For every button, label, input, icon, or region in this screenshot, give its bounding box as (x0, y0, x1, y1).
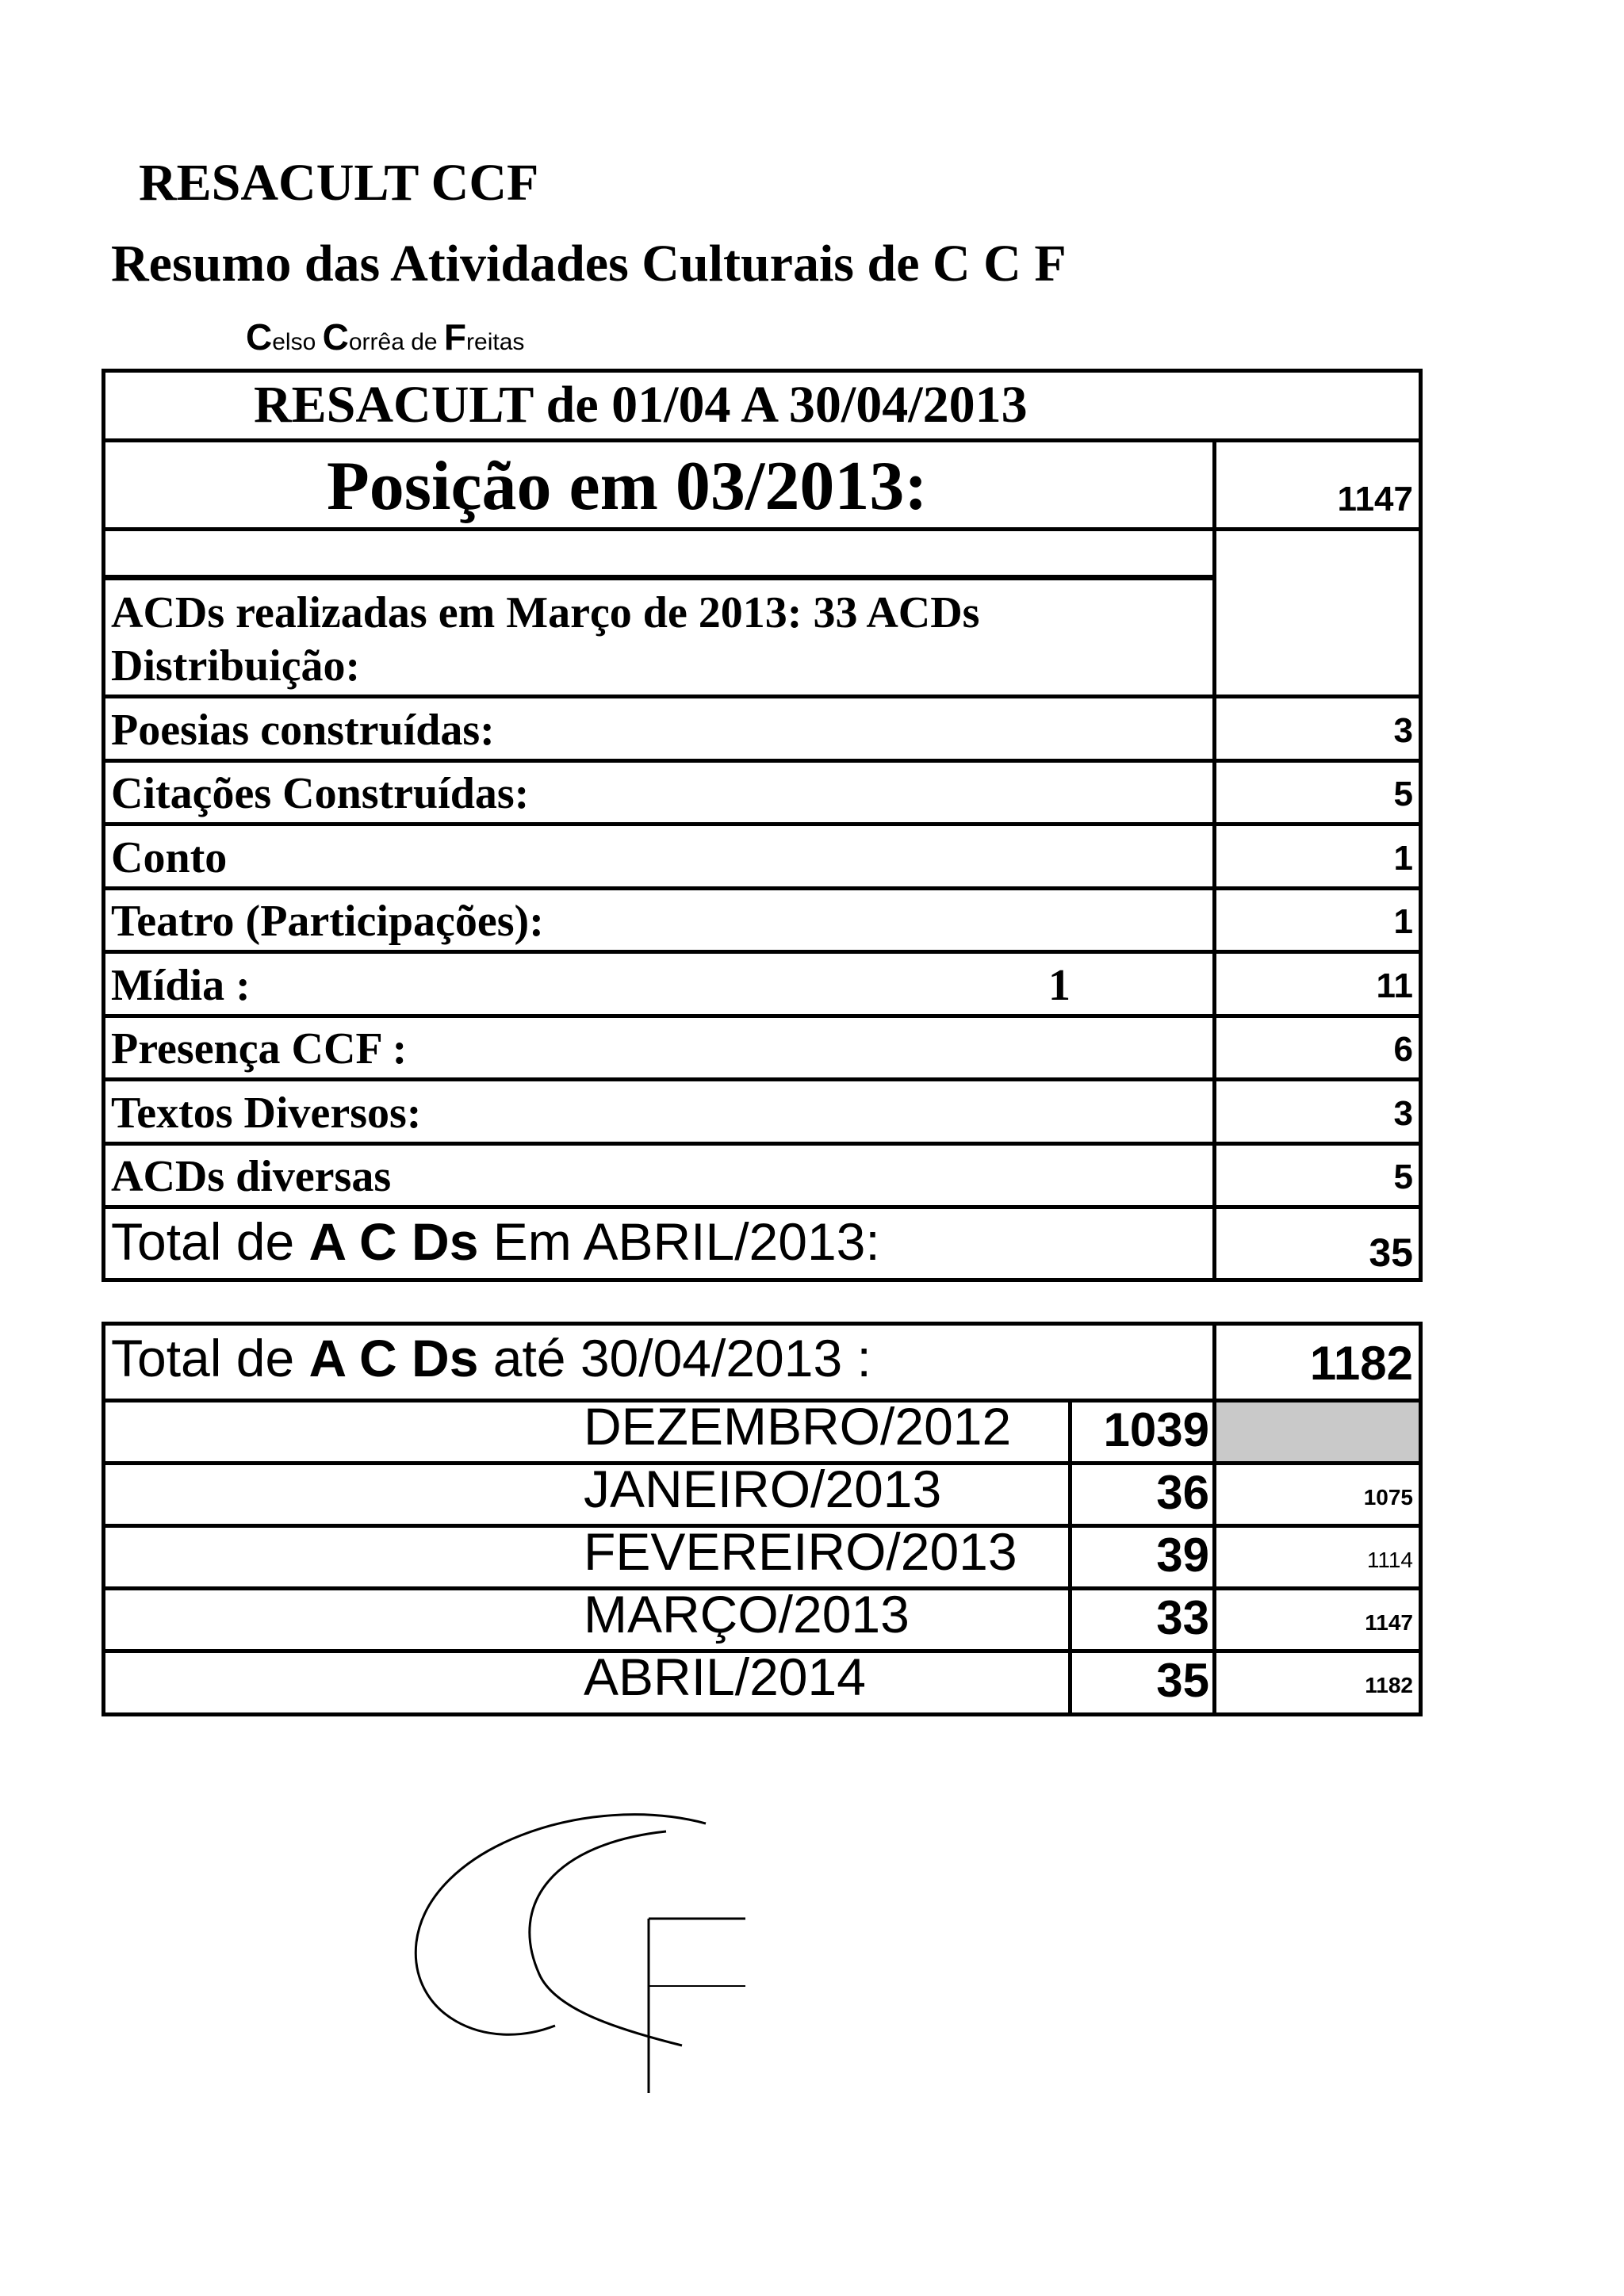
month-label: FEVEREIRO/2013 (584, 1522, 1017, 1581)
total-april-value: 35 (1369, 1230, 1413, 1275)
row-label-citacoes: Citações Construídas: (111, 769, 530, 818)
divider (1212, 1322, 1216, 1716)
month-value: 1039 (1103, 1403, 1209, 1456)
row-value-midia: 11 (1376, 966, 1413, 1005)
total-overall-label: Total de A C Ds até 30/04/2013 : (111, 1329, 871, 1387)
period-title: RESACULT de 01/04 A 30/04/2013 (254, 376, 1028, 434)
name-rest-1: elso (272, 329, 323, 355)
name-initial-3: F (443, 316, 467, 358)
name-rest-3: reitas (466, 329, 525, 355)
author-name (246, 316, 525, 358)
month-cumulative: 1147 (1365, 1610, 1413, 1635)
month-label: JANEIRO/2013 (584, 1460, 942, 1518)
row-label-presenca: Presença CCF : (111, 1024, 408, 1073)
row-value-conto: 1 (1393, 839, 1413, 878)
month-value: 39 (1156, 1529, 1209, 1582)
row-value-teatro: 1 (1393, 902, 1413, 941)
row-label-conto: Conto (111, 833, 228, 882)
row-label-poesias: Poesias construídas: (111, 706, 495, 755)
position-value: 1147 (1337, 480, 1413, 519)
month-cumulative: 1182 (1365, 1673, 1413, 1697)
name-initial-2: C (322, 316, 349, 358)
month-label: ABRIL/2014 (584, 1647, 866, 1706)
month-value: 36 (1156, 1466, 1209, 1519)
month-label: MARÇO/2013 (584, 1585, 910, 1644)
divider (102, 822, 1423, 826)
row-value-textos: 3 (1393, 1094, 1413, 1133)
month-label: DEZEMBRO/2012 (584, 1397, 1012, 1456)
row-value-citacoes: 5 (1393, 775, 1413, 813)
divider (102, 950, 1423, 954)
row-label-midia: Mídia : (111, 961, 251, 1010)
month-value: 33 (1156, 1591, 1209, 1644)
distribution-label: Distribuição: (111, 641, 361, 691)
page-subtitle: Resumo das Atividades Culturais de C C F (111, 235, 1067, 293)
ccf-logo (396, 1800, 777, 2101)
total-april-label: Total de A C Ds Em ABRIL/2013: (111, 1212, 880, 1271)
name-rest-2: orrêa de (348, 329, 444, 355)
row-value-poesias: 3 (1393, 711, 1413, 750)
row-label-acds-diversas: ACDs diversas (111, 1152, 392, 1201)
divider (102, 1077, 1423, 1081)
divider (102, 759, 1423, 763)
divider (102, 576, 1215, 580)
divider (102, 527, 1423, 531)
divider (1212, 438, 1216, 1282)
divider (102, 1014, 1423, 1018)
empty-shaded-cell (1216, 1402, 1419, 1461)
total-overall-value: 1182 (1309, 1337, 1413, 1390)
divider (102, 1142, 1423, 1146)
row-value-acds-diversas: 5 (1393, 1158, 1413, 1196)
divider (102, 438, 1423, 442)
month-value: 35 (1156, 1654, 1209, 1707)
month-cumulative: 1114 (1366, 1548, 1413, 1572)
row-value-presenca: 6 (1393, 1030, 1413, 1069)
divider (102, 695, 1423, 698)
acds-realizadas-text: ACDs realizadas em Março de 2013: 33 ACDs (111, 588, 980, 637)
divider (102, 886, 1423, 890)
divider (102, 1205, 1423, 1209)
row-label-teatro: Teatro (Participações): (111, 897, 544, 946)
position-label: Posição em 03/2013: (327, 448, 928, 525)
month-cumulative: 1075 (1363, 1485, 1413, 1510)
row-extra-midia: 1 (1048, 961, 1071, 1010)
page-title: RESACULT CCF (139, 154, 539, 212)
divider (1068, 1399, 1072, 1716)
row-label-textos: Textos Diversos: (111, 1089, 422, 1138)
name-initial-1: C (246, 316, 273, 358)
